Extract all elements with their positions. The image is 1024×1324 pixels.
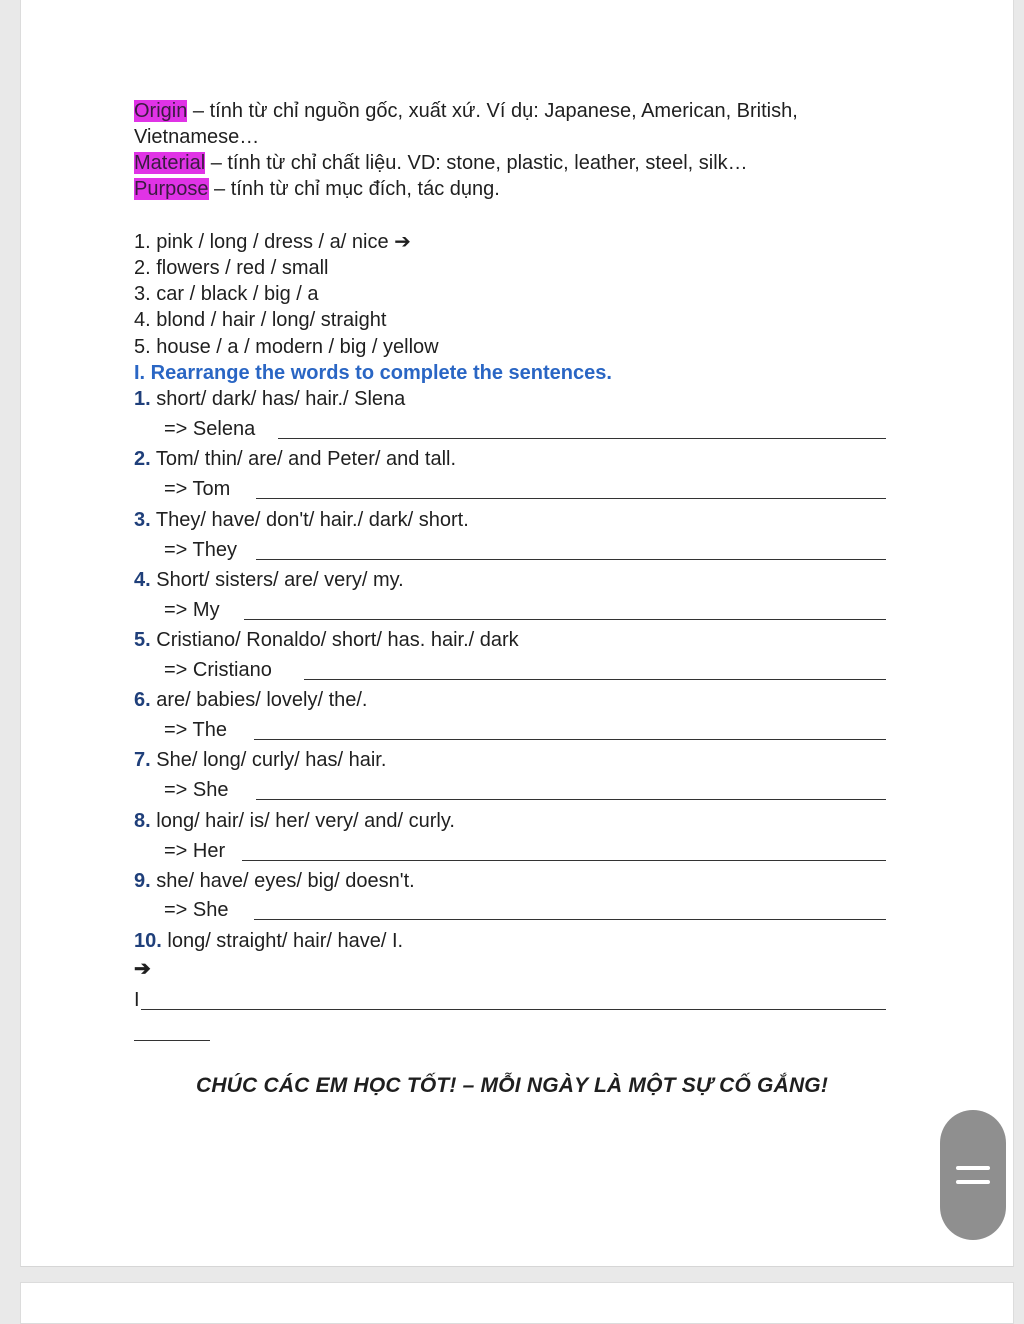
- exercise-7-prompt: [134, 747, 386, 773]
- exercise-8-number: 8.: [134, 810, 151, 832]
- exercise-9-answer-start: => She: [164, 899, 229, 921]
- exercise-2-number: 2.: [134, 448, 151, 470]
- order-item-2: 2. flowers / red / small: [134, 257, 329, 279]
- exercise-5-answer-line[interactable]: [304, 679, 886, 680]
- purpose-text: – tính từ chỉ mục đích, tác dụng.: [208, 178, 500, 200]
- exercise-5-answer-start: => Cristiano: [164, 659, 272, 681]
- purpose-term: Purpose: [134, 178, 209, 200]
- exercise-6-answer-start: => The: [164, 719, 228, 741]
- exercise-1-answer-line[interactable]: [278, 438, 886, 439]
- exercise-9-text: she/ have/ eyes/ big/ doesn't.: [156, 870, 415, 892]
- exercise-10-answer-line-2[interactable]: [134, 1040, 210, 1041]
- origin-text: – tính từ chỉ nguồn gốc, xuất xứ. Ví dụ: Japanese, American, British,: [187, 100, 798, 122]
- exercise-4-prompt: [134, 567, 404, 593]
- origin-line: [134, 98, 798, 124]
- exercise-3-text: They/ have/ don't/ hair./ dark/ short.: [155, 509, 469, 531]
- exercise-2-answer-line[interactable]: [256, 498, 886, 499]
- exercise-1-text: short/ dark/ has/ hair./ Slena: [156, 388, 406, 410]
- exercise-7-text: She/ long/ curly/ has/ hair.: [156, 749, 387, 771]
- exercise-6-number: 6.: [134, 689, 151, 711]
- exercise-4-answer-line[interactable]: [244, 619, 886, 620]
- material-line: [134, 150, 748, 176]
- next-document-page: [20, 1282, 1014, 1324]
- order-item-3: 3. car / black / big / a: [134, 283, 319, 305]
- exercise-5-text: Cristiano/ Ronaldo/ short/ has. hair./ dark: [156, 629, 519, 651]
- exercise-7-answer-start: => She: [164, 779, 229, 801]
- exercise-6-text: are/ babies/ lovely/ the/.: [156, 689, 368, 711]
- exercise-7-answer-line[interactable]: [256, 799, 886, 800]
- order-item-4: 4. blond / hair / long/ straight: [134, 309, 387, 331]
- scroll-handle-grip-icon-2: [956, 1180, 990, 1184]
- material-text: – tính từ chỉ chất liệu. VD: stone, plastic, leather, steel, silk…: [205, 152, 748, 174]
- material-term: Material: [134, 152, 206, 174]
- exercise-10-text: long/ straight/ hair/ have/ I.: [167, 930, 404, 952]
- exercise-4-answer-start: => My: [164, 599, 220, 621]
- origin-line-2: Vietnamese…: [134, 126, 260, 148]
- exercise-3-prompt: [134, 507, 469, 533]
- arrow-icon: ➔: [134, 958, 151, 980]
- exercise-5-prompt: [134, 627, 519, 653]
- exercise-8-answer-line[interactable]: [242, 860, 886, 861]
- exercise-2-answer-start: => Tom: [164, 478, 231, 500]
- exercise-6-prompt: [134, 687, 367, 713]
- exercise-8-prompt: [134, 808, 455, 834]
- order-item-5: 5. house / a / modern / big / yellow: [134, 336, 439, 358]
- exercise-5-number: 5.: [134, 629, 151, 651]
- exercise-2-text: Tom/ thin/ are/ and Peter/ and tall.: [155, 448, 457, 470]
- exercise-10-number: 10.: [134, 930, 162, 952]
- section-title: I. Rearrange the words to complete the sentences.: [134, 362, 612, 384]
- exercise-7-number: 7.: [134, 749, 151, 771]
- exercise-8-text: long/ hair/ is/ her/ very/ and/ curly.: [156, 810, 455, 832]
- exercise-10-answer-start: I: [134, 989, 140, 1011]
- exercise-1-number: 1.: [134, 388, 151, 410]
- exercise-9-prompt: [134, 868, 415, 894]
- exercise-6-answer-line[interactable]: [254, 739, 886, 740]
- scroll-handle-grip-icon: [956, 1166, 990, 1170]
- exercise-10-prompt: [134, 928, 403, 954]
- order-item-1: 1. pink / long / dress / a/ nice ➔: [134, 231, 411, 253]
- exercise-8-answer-start: => Her: [164, 840, 226, 862]
- exercise-1-prompt: [134, 386, 405, 412]
- exercise-10-answer-line[interactable]: [141, 1009, 886, 1010]
- exercise-3-number: 3.: [134, 509, 151, 531]
- footer-message: CHÚC CÁC EM HỌC TỐT! – MỖI NGÀY LÀ MỘT SỰ CỐ GẮNG!: [195, 1074, 829, 1097]
- scroll-handle[interactable]: [940, 1110, 1006, 1240]
- exercise-4-text: Short/ sisters/ are/ very/ my.: [156, 569, 404, 591]
- exercise-1-answer-start: => Selena: [164, 418, 256, 440]
- exercise-9-number: 9.: [134, 870, 151, 892]
- exercise-2-prompt: [134, 446, 456, 472]
- purpose-line: [134, 176, 500, 202]
- exercise-9-answer-line[interactable]: [254, 919, 886, 920]
- exercise-3-answer-start: => They: [164, 539, 238, 561]
- origin-term: Origin: [134, 100, 188, 122]
- exercise-4-number: 4.: [134, 569, 151, 591]
- exercise-3-answer-line[interactable]: [256, 559, 886, 560]
